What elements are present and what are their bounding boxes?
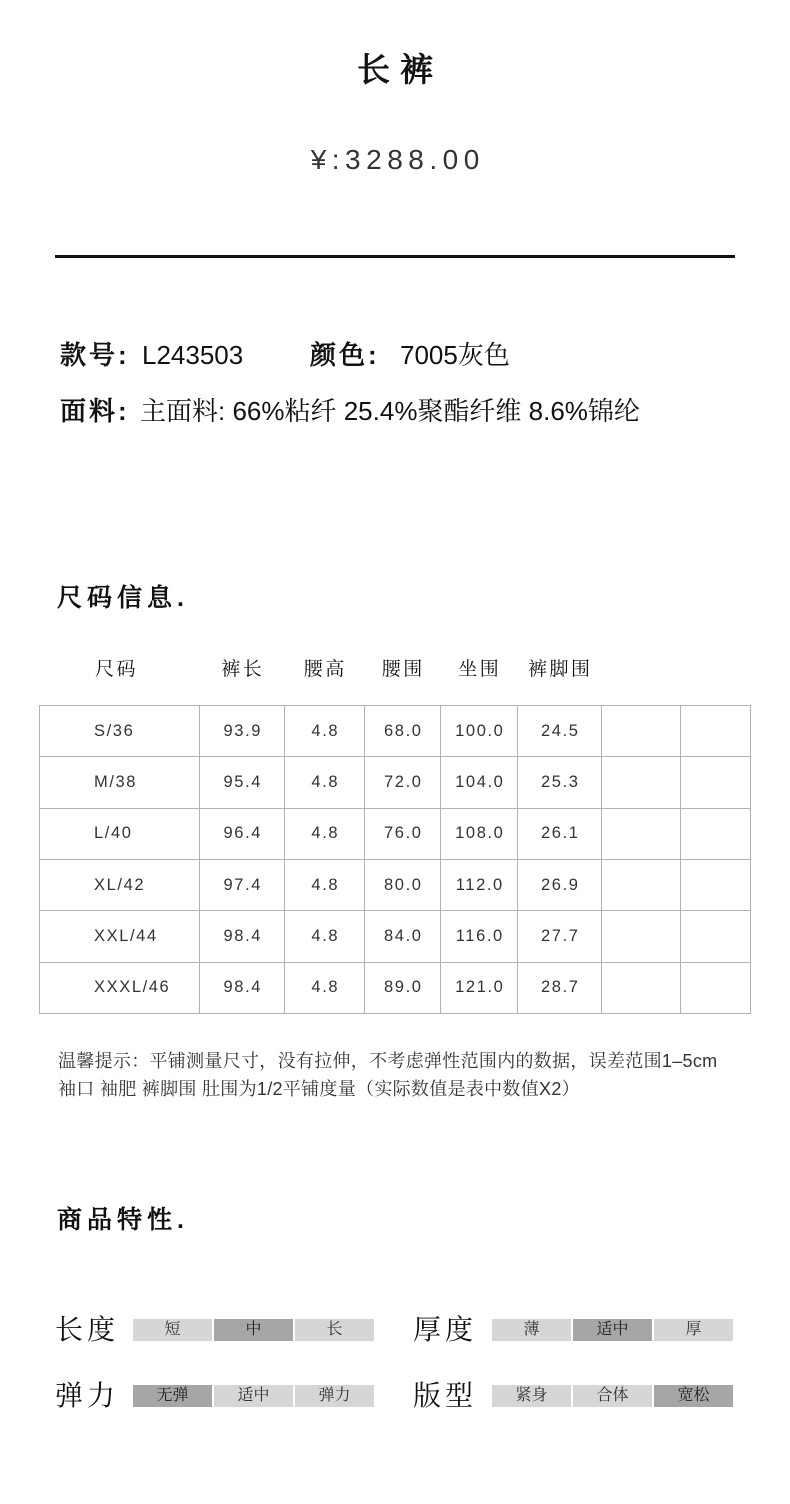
waist-height-cell: 4.8 [285,808,365,859]
empty-cell [681,757,751,808]
product-title: 长裤 [357,51,443,88]
hip-cell: 116.0 [441,911,518,962]
size-row [40,808,751,859]
feature-options [492,1319,733,1341]
color-label: 颜色: [310,340,380,370]
hip-cell: 104.0 [441,757,518,808]
product-price: ¥:3288.00 [310,144,485,175]
size-cell: M/38 [40,757,200,808]
hem-cell: 28.7 [518,962,602,1013]
style-number-label: 款号: [60,340,130,370]
feature-label: 版型 [413,1380,478,1411]
hem-cell: 26.9 [518,859,602,910]
size-cell: L/40 [40,808,200,859]
feature-label: 弹力 [55,1380,120,1411]
size-row [40,859,751,910]
size-notes [58,1047,717,1103]
hip-cell: 108.0 [441,808,518,859]
size-section-heading: 尺码信息. [57,584,189,612]
waist-height-cell: 4.8 [285,757,365,808]
waist-height-cell: 4.8 [285,706,365,757]
header-waist-height: 腰高 [303,659,347,680]
elasticity-option-none: 无弹 [133,1385,212,1407]
size-cell: XL/42 [40,859,200,910]
thickness-option-moderate: 适中 [573,1319,652,1341]
header-hem: 裤脚围 [527,659,593,680]
waist-cell: 84.0 [365,911,441,962]
header-waist: 腰围 [381,659,425,680]
size-cell: XXL/44 [40,911,200,962]
feature-options [133,1319,374,1341]
hem-cell: 26.1 [518,808,602,859]
waist-cell: 89.0 [365,962,441,1013]
header-size: 尺码 [95,659,139,680]
hip-cell: 100.0 [441,706,518,757]
style-number-value: L243503 [142,340,244,370]
header-empty [680,654,750,686]
length-option-long: 长 [295,1319,374,1341]
size-row [40,962,751,1013]
empty-cell [681,859,751,910]
size-note-line: 温馨提示：平铺测量尺寸，没有拉伸，不考虑弹性范围内的数据，误差范围1–5cm [58,1051,718,1071]
empty-cell [602,757,681,808]
length-option-short: 短 [133,1319,212,1341]
size-row [40,757,751,808]
hem-cell: 25.3 [518,757,602,808]
elasticity-option-moderate: 适中 [214,1385,293,1407]
color-value: 7005灰色 [400,340,510,370]
hem-cell: 27.7 [518,911,602,962]
pants-length-cell: 93.9 [200,706,285,757]
feature-options [133,1385,374,1407]
empty-cell [681,962,751,1013]
size-row [40,911,751,962]
feature-thickness [413,1310,733,1350]
length-option-medium: 中 [214,1319,293,1341]
feature-length [55,1310,374,1350]
pants-length-cell: 95.4 [200,757,285,808]
pants-length-cell: 98.4 [200,911,285,962]
empty-cell [602,962,681,1013]
waist-cell: 72.0 [365,757,441,808]
empty-cell [602,911,681,962]
hip-cell: 112.0 [441,859,518,910]
waist-height-cell: 4.8 [285,911,365,962]
fit-option-regular: 合体 [573,1385,652,1407]
empty-cell [602,808,681,859]
pants-length-cell: 98.4 [200,962,285,1013]
header-pants-length: 裤长 [221,659,265,680]
size-cell: XXXL/46 [40,962,200,1013]
size-table-header [39,654,750,686]
features-section-heading: 商品特性. [57,1206,189,1234]
header-empty [601,654,680,686]
empty-cell [602,706,681,757]
feature-fit [413,1376,733,1416]
thickness-option-thin: 薄 [492,1319,571,1341]
size-cell: S/36 [40,706,200,757]
feature-elasticity [55,1376,374,1416]
pants-length-cell: 96.4 [200,808,285,859]
size-table [39,705,751,1014]
empty-cell [681,911,751,962]
fabric-value: 主面料: 66%粘纤 25.4%聚酯纤维 8.6%锦纶 [140,396,640,426]
thickness-option-thick: 厚 [654,1319,733,1341]
feature-options [492,1385,733,1407]
feature-label: 厚度 [413,1314,478,1345]
waist-cell: 68.0 [365,706,441,757]
empty-cell [681,706,751,757]
empty-cell [681,808,751,859]
waist-height-cell: 4.8 [285,859,365,910]
fit-option-slim: 紧身 [492,1385,571,1407]
divider [55,255,735,258]
waist-height-cell: 4.8 [285,962,365,1013]
feature-label: 长度 [55,1314,120,1345]
waist-cell: 80.0 [365,859,441,910]
hip-cell: 121.0 [441,962,518,1013]
waist-cell: 76.0 [365,808,441,859]
size-row [40,706,751,757]
header-hip: 坐围 [458,659,502,680]
pants-length-cell: 97.4 [200,859,285,910]
hem-cell: 24.5 [518,706,602,757]
fit-option-loose: 宽松 [654,1385,733,1407]
size-note-line: 袖口 袖肥 裤脚围 肚围为1/2平铺度量（实际数值是表中数值X2） [58,1079,580,1099]
elasticity-option-stretch: 弹力 [295,1385,374,1407]
empty-cell [602,859,681,910]
fabric-label: 面料: [60,396,130,426]
